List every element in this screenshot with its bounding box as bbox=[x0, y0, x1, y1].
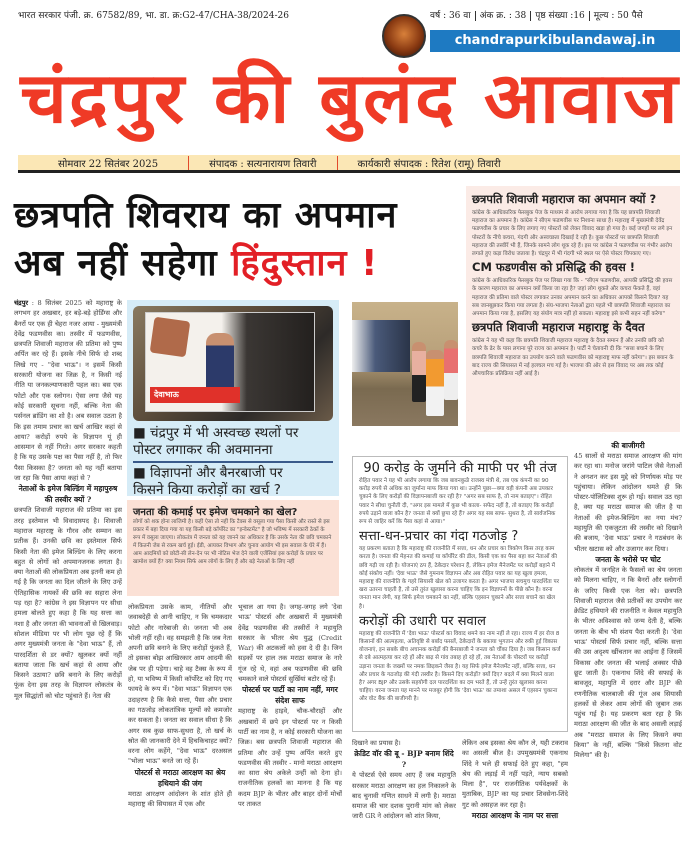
bullet-point-1 bbox=[133, 425, 333, 459]
mid-text-1: रोहित पवार ने यह भी आरोप लगाया कि जब बावनकुळे राजस्व मंत्री थे, तब एक कंपनी का 90 करोड़ रुपये से अधिक का जुर्माना माफ किया गया था। उन्होंने पूछा—क्या वही कंपनी अब उपकार चुकाने के लिए करोड़ों की विज्ञापनबाजी कर रही है? "अगर सब साफ है, तो नाम बताइए"। रोहित पवार ने सीधा चुनौती दी, "अगर इस मामले में कुछ भी काला- सफेद नहीं है, तो बताइए कि करोड़ों रुपये उड़ाने वाला कौन है? जनता से क्यों छुपा रहे हैं? अगर यह सब साफ- सुथरा है, तो सार्वजनिक रूप से जाहिर करें कि पैसा कहां से आया।" bbox=[359, 478, 556, 526]
main-headline bbox=[14, 192, 464, 288]
fine-waiver-box bbox=[352, 456, 568, 732]
seal-icon bbox=[150, 317, 191, 358]
divider bbox=[133, 461, 333, 463]
col4-subheading: क्रेडिट वॉर की बू - BJP बनाम शिंदे ? bbox=[354, 749, 454, 770]
headline-line-2-black: अब नहीं सहेगा bbox=[14, 243, 218, 284]
side-text-2: कांग्रेस के आधिकारिक फेसबुक पेज पर लिखा गया कि - "सीएम फडणवीस, आपकी प्रसिद्धि की हवस के कारण महाराज का अपमान क्यों किया जा रहा है? जहां लोग थूकते और कचरा फेंकते हैं, वहां महाराज की प्रतिमा वाले पोस्टर लगाकर उनका अपमान करने का अधिकार आपको किसने दिया? यह सब जानबूझकर किया गया लगता है। संघ-भाजपा नेताओं द्वारा पहले भी छत्रपति शिवाजी महाराज का अपमान किया गया है, इसलिए यह संयोग मात्र नहीं हो सकता। महाराष्ट्र इसे कभी सहन नहीं करेगा" bbox=[472, 278, 673, 318]
col4-text-2: ये पोस्टर्स ऐसे समय आए हैं जब महायुति सरकार मराठा आरक्षण का हल निकालने के बाद चुनावी गणित साधने में लगी है। मराठा समाज की चार दशक पुरानी मांग को लेकर जारी GR ने आंदोलन को शांत किया, bbox=[352, 771, 456, 821]
side-heading-3: छत्रपति शिवाजी महाराज महाराष्ट्र के दैवत bbox=[472, 320, 645, 335]
dateline-bar bbox=[18, 155, 680, 173]
mid-text-3: महाराष्ट्र की राजनीति में 'देवा भाऊ' पोस्टर्स का विवाद थमने का नाम नहीं ले रहा। राज्य में हर रोज 8 किसानों की आत्महत्या, अतिवृष्टि से बर्बाद फसलें, ठेकेदारों के बकाया भुगतान और रुकी हुई विकास योजनाएं, इन सबके बीच अचानक करोड़ों की बैनरबाजी ने जनता को चौंका दिया है। जब किसान कर्ज से दबे आत्महत्या कर रहे हों और बाढ़ से गांव तबाह हो रहे हों, तब नेताओं के पोस्टरों पर करोड़ों उड़ाना जनता के जख्मों पर नमक छिड़कने जैसा है। यह सिर्फ इमेज मैनेजमेंट नहीं, बल्कि सत्ता, धन और प्रचार के गठजोड़ की गंदी तस्वीर है। किसने दिए करोड़ों? क्यों दिए? बदले में क्या मिलने वाला है? अगर BJP और उसके सहयोगी दल पारदर्शिता का दम भरते हैं, तो उन्हें तुरंत खुलासा करना चाहिए। वरना जनता यह मानने पर मजबूर होगी कि 'देवा भाऊ' का तमाशा असल में एहसान चुकाना और वोट बैंक की बाजीगरी है। bbox=[359, 630, 561, 703]
column-6-article bbox=[574, 440, 682, 846]
mid-heading-3: करोड़ों की उधारी पर सवाल bbox=[359, 613, 486, 629]
bullet-1-line-b: पोस्टर लगाकर की अवमानना bbox=[133, 442, 273, 458]
poster-image bbox=[145, 312, 315, 412]
pages-label: पृष्ठ संख्या :16 bbox=[535, 11, 585, 21]
col3-text-2: महाराष्ट्र के हाइवे, चौक-चौराहों और अखबारों में छपे इन पोस्टर्स पर न किसी पार्टी का नाम है, न कोई सरकारी योजना का जिक्र। बस छत्रपति शिवाजी महाराज की प्रतिमा और उन्हें पुष्प अर्पित करते हुए फडणवीस की तस्वीर - मानो मराठा आरक्षण का सारा श्रेय अकेले उन्हीं को देना हो। राजनीतिक हलकों का मानना है कि यह कदम BJP के भीतर और बाहर दोनों मोर्चों पर ताकत bbox=[238, 707, 342, 809]
col3-text-1: भूचाल आ गया है। जगह-जगह लगे 'देवा भाऊ' पोस्टर्स और अखबारों में मुख्यमंत्री देवेंद्र फडणवीस की तस्वीरों ने महायुति सरकार के भीतर श्रेय युद्ध (Credit War) की अटकलों को हवा दे दी है। जिन सड़कों पर हाल तक मराठा समाज के नारे गूंज रहे थे, वहां अब फडणवीस की छवि चमकाने वाले पोस्टर्स सुर्खियां बटोर रहे हैं। bbox=[238, 603, 342, 684]
column-5-article bbox=[462, 738, 568, 846]
bullet-1-line-a: ■ चंद्रपुर में भी अस्वच्छ स्थलों पर bbox=[133, 425, 299, 441]
price-label: मूल्य : 50 पैसे bbox=[593, 11, 643, 21]
mid-heading-2: सत्ता-धन-प्रचार का गंदा गठजोड़ ? bbox=[359, 529, 519, 545]
protest-photo bbox=[352, 302, 458, 426]
col4-text-1: दिखाने का प्रयास है। bbox=[352, 739, 401, 747]
left-subheading: नेताओं के इमेज बिल्डिंग में महापुरुष की तस्वीर क्यों ? bbox=[18, 484, 118, 505]
col2-text-1: लोकप्रियता उसके काम, नीतियों और जवाबदेही से आनी चाहिए, न कि चमकदार फोटो और नारेबाजी से। जनता भी अब भोली नहीं रही। वह समझती है कि जब नेता अपनी छवि बनाने के लिए करोड़ों फूंकते हैं, तो इसका बोझ आखिरकार आम आदमी की जेब पर ही पड़ेगा। चाहे वह टैक्स के रूप में हो, या भविष्य में किसी कॉर्पोरेट को दिए गए फायदे के रूप में। "देवा भाऊ" विज्ञापन एक उदाहरण है कि कैसे सत्ता, पैसा और प्रचार का गठजोड़ लोकतांत्रिक मूल्यों को कमजोर कर सकता है। जनता का सवाल सीधा है कि अगर सब कुछ साफ-सुथरा है, तो खर्च के स्रोत की जानकारी देने में हिचकिचाहट क्यों? वरना लोग कहेंगे, "देवा भाऊ" दरअसल "भोला भाऊ" बनते जा रहे हैं। bbox=[128, 603, 232, 766]
col6-text-2: लोकतंत्र में जनहित के फैसलों का श्रेय जनता को मिलना चाहिए, न कि बैनरों और स्लोगनों के जरिए किसी एक नेता को। छत्रपति शिवाजी महाराज जैसे प्रतीकों का उपयोग कर क्रेडिट हथियाने की राजनीति न केवल महायुति के भीतर अविश्वास को जन्म देती है, बल्कि जनता के बीच भी संशय पैदा करती है। 'देवा भाऊ' पोस्टर्स सिर्फ प्रचार नहीं, बल्कि सत्ता की उस अदृश्य खींचतान का आईना हैं जिसमें विकास और जनता की भलाई अक्सर पीछे छूट जाती है। एकनाथ शिंदे की सफाई के बावजूद, महायुति में दरार और BJP की रणनीतिक चालबाजी की गूंज अब सियासी हलकों से लेकर आम लोगों की जुबान तक पहुंच गई है। यह प्रकरण बता रहा है कि मराठा आरक्षण की जीत के बाद असली लड़ाई अब "मराठा समाज के लिए किसने क्या किया" के नहीं, बल्कि "किसे कितना वोट मिलेगा" की है। bbox=[574, 565, 682, 760]
col6-text-1: 45 सालों से मराठा समाज आरक्षण की मांग कर रहा था। मनोज जरांगे पाटिल जैसे नेताओं ने अनशन कर इस मुद्दे को निर्णायक मोड़ पर पहुंचाया। लेकिन आंदोलन थमते ही कि पोस्टर-पॉलिटिक्स शुरू हो गई। सवाल उठ रहा है, क्या यह मराठा समाज की जीत है या नेताओं की इमेज-बिल्डिंग का नया मंच? महायुति की एकजुटता की तस्वीर को दिखाने की बजाय, 'देवा भाऊ' प्रचार ने गठबंधन के भीतर खटास को और उजागर कर दिया। bbox=[574, 452, 682, 553]
left-column-article bbox=[14, 298, 122, 846]
col3-subheading: पोस्टर्स पर पार्टी का नाम नहीं, मगर संदेश साफ bbox=[242, 685, 338, 706]
headline-line-2-red: हिंदुस्तान ! bbox=[231, 243, 379, 284]
side-text-3: कांग्रेस ने यह भी कहा कि छत्रपति शिवाजी महाराज महाराष्ट्र के दैवत समान हैं और उनकी छवि को कचरे के ढेर के पास लगाना पूरे राज्य का अपमान है। पार्टी ने चेतावनी दी कि "सत्ता बचाने के लिए छत्रपति शिवाजी महाराज का उपयोग करने वाले फडणवीस को महाराष्ट्र माफ नहीं करेगा"। इस बयान के बाद राज्य की सियासत में नई हलचल मच गई है। भाजपा की ओर से इस विवाद पर अब तक कोई औपचारिक प्रतिक्रिया नहीं आई है। bbox=[472, 338, 674, 378]
person-3 bbox=[444, 340, 458, 400]
registration-line: भारत सरकार पंजी. क्र. 67582/89, भा. डा. क्र:G2-47/CHA-38/2024-26 bbox=[18, 11, 289, 21]
poster-photo bbox=[133, 306, 333, 421]
pink-box-title: जनता की कमाई पर इमेज चमकाने का खेल? bbox=[133, 507, 298, 518]
masthead-title: चंद्रपुर की बुलंद आवाज bbox=[20, 57, 680, 139]
lead-place: चंद्रपुर bbox=[14, 299, 29, 307]
image-polish-box bbox=[127, 500, 339, 596]
person-1 bbox=[412, 342, 426, 402]
poster-banner: देवाभाऊ bbox=[150, 387, 240, 403]
photo-caption-box bbox=[127, 300, 339, 496]
col5-subheading: मराठा आरक्षण के नाम पर सत्ता bbox=[471, 811, 559, 821]
issue-label: अंक क्र. : 38 bbox=[479, 11, 527, 21]
col5-text-1: लेकिन अब इसका श्रेय कौन ले, यही टकराव का असली बीज है। उपमुख्यमंत्री एकनाथ शिंदे ने भले ही सफाई देते हुए कहा, "हम श्रेय की लड़ाई में नहीं पड़ते, न्याय सबको मिला है", पर राजनीतिक पर्यवेक्षकों के मुताबिक, BJP का यह प्रचार शिवसेना-शिंदे गुट को असहज कर रहा है। bbox=[462, 739, 568, 809]
left-text-2: छत्रपति शिवाजी महाराज की प्रतिमा का इस तरह इस्तेमाल भी विवादास्पद है। शिवाजी महाराज महाराष्ट्र के गौरव और सम्मान का प्रतीक हैं। उनकी छवि का इस्तेमाल सिर्फ किसी नेता की इमेज बिल्डिंग के लिए करना बहुत से लोगों को अपमानजनक लगता है। क्या नेताओं की लोकप्रियता अब इतनी कम हो गई है कि जनता का दिल जीतने के लिए उन्हें ऐतिहासिक नायकों की छवि का सहारा लेना पड़ रहा है? कांग्रेस ने इस विज्ञापन पर सीधा हमला बोलते हुए कहा है कि यह सत्ता का नशा है और जनता की भावनाओं से खिलवाड़। सोशल मीडिया पर भी लोग पूछ रहे हैं कि अगर मुख्यमंत्री जनता के "देवा भाऊ" हैं, तो पारदर्शिता से डर क्यों? खुलकर क्यों नहीं बताया जाता कि खर्च कहां से आया और किसने उठाया? छवि बनाने के लिए करोड़ों फूंक देना इस तरह के विज्ञापन लोकतंत्र के मूल सिद्धांतों को चोट पहुंचाते हैं। नेता की bbox=[14, 506, 122, 700]
side-article-box bbox=[466, 186, 680, 432]
issue-date: सोमवार 22 सितंबर 2025 bbox=[58, 158, 159, 170]
headline-line-1: छत्रपति शिवराय का अपमान bbox=[14, 195, 398, 236]
side-heading-1: छत्रपति शिवाजी महाराज का अपमान क्यों ? bbox=[472, 192, 657, 206]
mid-heading-1: 90 करोड़ के जुर्माने की माफी पर भी तंज bbox=[363, 461, 557, 476]
bullet-point-2 bbox=[133, 465, 333, 499]
pink-box-text: लोगों को शक होना लाजिमी है। कहीं ऐसा तो नहीं कि टैक्स से वसूला गया पैसा किसी और रास्ते से इस प्रकार में बहा दिया गया या यह किसी बड़े कॉर्पोरेट का "इन्वेस्टमेंट" है जो भविष्य में सरकारी ठेकों के रूप में वसूला जाएगा। लोकतंत्र में जनता को यह जानने का अधिकार है कि उसके नेता की छवि चमकाने में कितनी जेब से रकम खर्च हुई। ईडी, आयकर विभाग और चुनाव आयोग भी इस सवाल के घेरे में हैं। आम आदमियों को छोटी-सी लेन-देन पर भी नोटिस भेज देने वाली एजेंसियां इस करोड़ों के प्रचार पर खामोश क्यों हैं? क्या नियम सिर्फ आम लोगों के लिए हैं और बड़े नेताओं के लिए नहीं bbox=[133, 519, 332, 565]
column-2-article bbox=[128, 602, 232, 846]
col2-subheading: पोस्टर्स से मराठा आरक्षण का श्रेय हथियाने की जंग bbox=[134, 767, 226, 788]
col6-subheading-0: की बाजीगरी bbox=[611, 441, 645, 450]
editor-name: संपादक : सत्यनारायण तिवारी bbox=[188, 156, 336, 170]
side-text-1: कांग्रेस के आधिकारिक फेसबुक पेज के माध्यम से आरोप लगाया गया है कि यह छत्रपति शिवाजी महाराज का अपमान है। कांग्रेस ने सीएम फडणवीस पर निशाना साधा है। महाराष्ट्र में मुख्यमंत्री देवेंद्र फडणवीस के प्रचार के लिए लगाए गए पोस्टरों को लेकर विवाद खड़ा हो गया है। कई जगहों पर लगे इन पोस्टरों के नीचे कचरा, गंदगी और अस्वच्छता दिखाई दे रही है। कुछ पोस्टरों पर छत्रपति शिवाजी महाराज की तस्वीरें भी हैं, जिनके सामने लोग थूक रहे हैं। इस पर कांग्रेस ने फडणवीस पर गंभीर आरोप लगाते हुए कड़ा विरोध जताया है। चंद्रपुर में भी गंदगी भरे स्थल पर ऐसे पोस्टर चिपकाए गए। bbox=[472, 210, 673, 258]
mid-text-2: यह प्रकरण बताता है कि महाराष्ट्र की राजनीति में सत्ता, धन और प्रचार का त्रिकोण किस तरह काम करता है। जनता की मेहनत की कमाई या कॉर्पोरेट की डील, किसी एक का पैसा बहा कर नेताओं की छवि गढ़ी जा रही है। योजनाएं ठप हैं, ठेकेदार परेशान हैं, लेकिन इमेज मैनेजमेंट पर करोड़ों बहाने में कोई संकोच नहीं। 'देवा भाऊ' जैसे गुमनाम विज्ञापन और अब रोहित पवार का यह खुला हमला, महाराष्ट्र की राजनीति के गहरे सियासी खेल को उजागर करता है। अगर भाजपा सचमुच पारदर्शिता पर खरा उतरना चाहती है, तो उसे तुरंत खुलासा करना चाहिए कि इन विज्ञापनों के पीछे कौन है। वरना जनता मान लेगी, यह सिर्फ इमेज चमकाने का नहीं, बल्कि एहसान चुकाने और सत्ता बचाने का खेल है। bbox=[359, 546, 559, 610]
person-2 bbox=[426, 350, 444, 416]
bullet-2-line-a: ■ विज्ञापनों और बैनरबाजी पर bbox=[133, 465, 283, 481]
poster-on-wall bbox=[352, 320, 410, 372]
headline-line-2 bbox=[14, 240, 464, 288]
issue-info bbox=[430, 8, 643, 21]
column-4-article bbox=[352, 738, 456, 846]
col6-subheading: जनता के भरोसे पर चोट bbox=[595, 554, 661, 564]
bullet-2-line-b: किसने किया करोड़ों का खर्च ? bbox=[133, 482, 281, 498]
column-3-article bbox=[238, 602, 342, 846]
left-text-1: : 8 सितंबर 2025 को महाराष्ट्र के लगभग हर अखबार, हर बड़े-बड़े होर्डिंग्स और बैनरों पर एक ही चेहरा नजर आया - मुख्यमंत्री देवेंद्र फडणवीस का। तस्वीर में फडणवीस, छत्रपति शिवाजी महाराज की प्रतिमा को पुष्प अर्पित कर रहे हैं। इसके नीचे सिर्फ दो शब्द लिखे गए - "देवा भाऊ"। न इसमें किसी सरकारी योजना का जिक्र है, न किसी नई नीति या जनकल्याणकारी पहल का। बस एक फोटो और एक स्लोगन। ऐसा लगा जैसे यह कोई सरकारी सूचना नहीं, बल्कि नेता की पर्सनल ब्रांडिंग का शो है। अब सवाल उठता है कि इस तमाम प्रचार का खर्च आखिर कहां से आया? करोड़ों रुपये के विज्ञापन यूं ही आसमान से नहीं गिरते। अगर सरकार कहती है कि यह उसके पक्ष का पैसा नहीं है, तो फिर पैसा किसका है? जनता को यह नहीं बताया जा रहा कि पैसा आया कहां से ? bbox=[14, 299, 122, 483]
year-label: वर्ष : 36 वा bbox=[430, 11, 471, 21]
col2-text-2: मराठा आरक्षण आंदोलन के शांत होते ही महाराष्ट्र की सियासत में एक और bbox=[128, 789, 232, 809]
side-heading-2: CM फडणवीस को प्रसिद्धि की हवस ! bbox=[472, 260, 635, 275]
executive-editor-name: कार्यकारी संपादक : रितेश (रामू) तिवारी bbox=[337, 156, 521, 170]
website-link[interactable]: chandrapurkibulandawaj.in bbox=[430, 30, 680, 52]
